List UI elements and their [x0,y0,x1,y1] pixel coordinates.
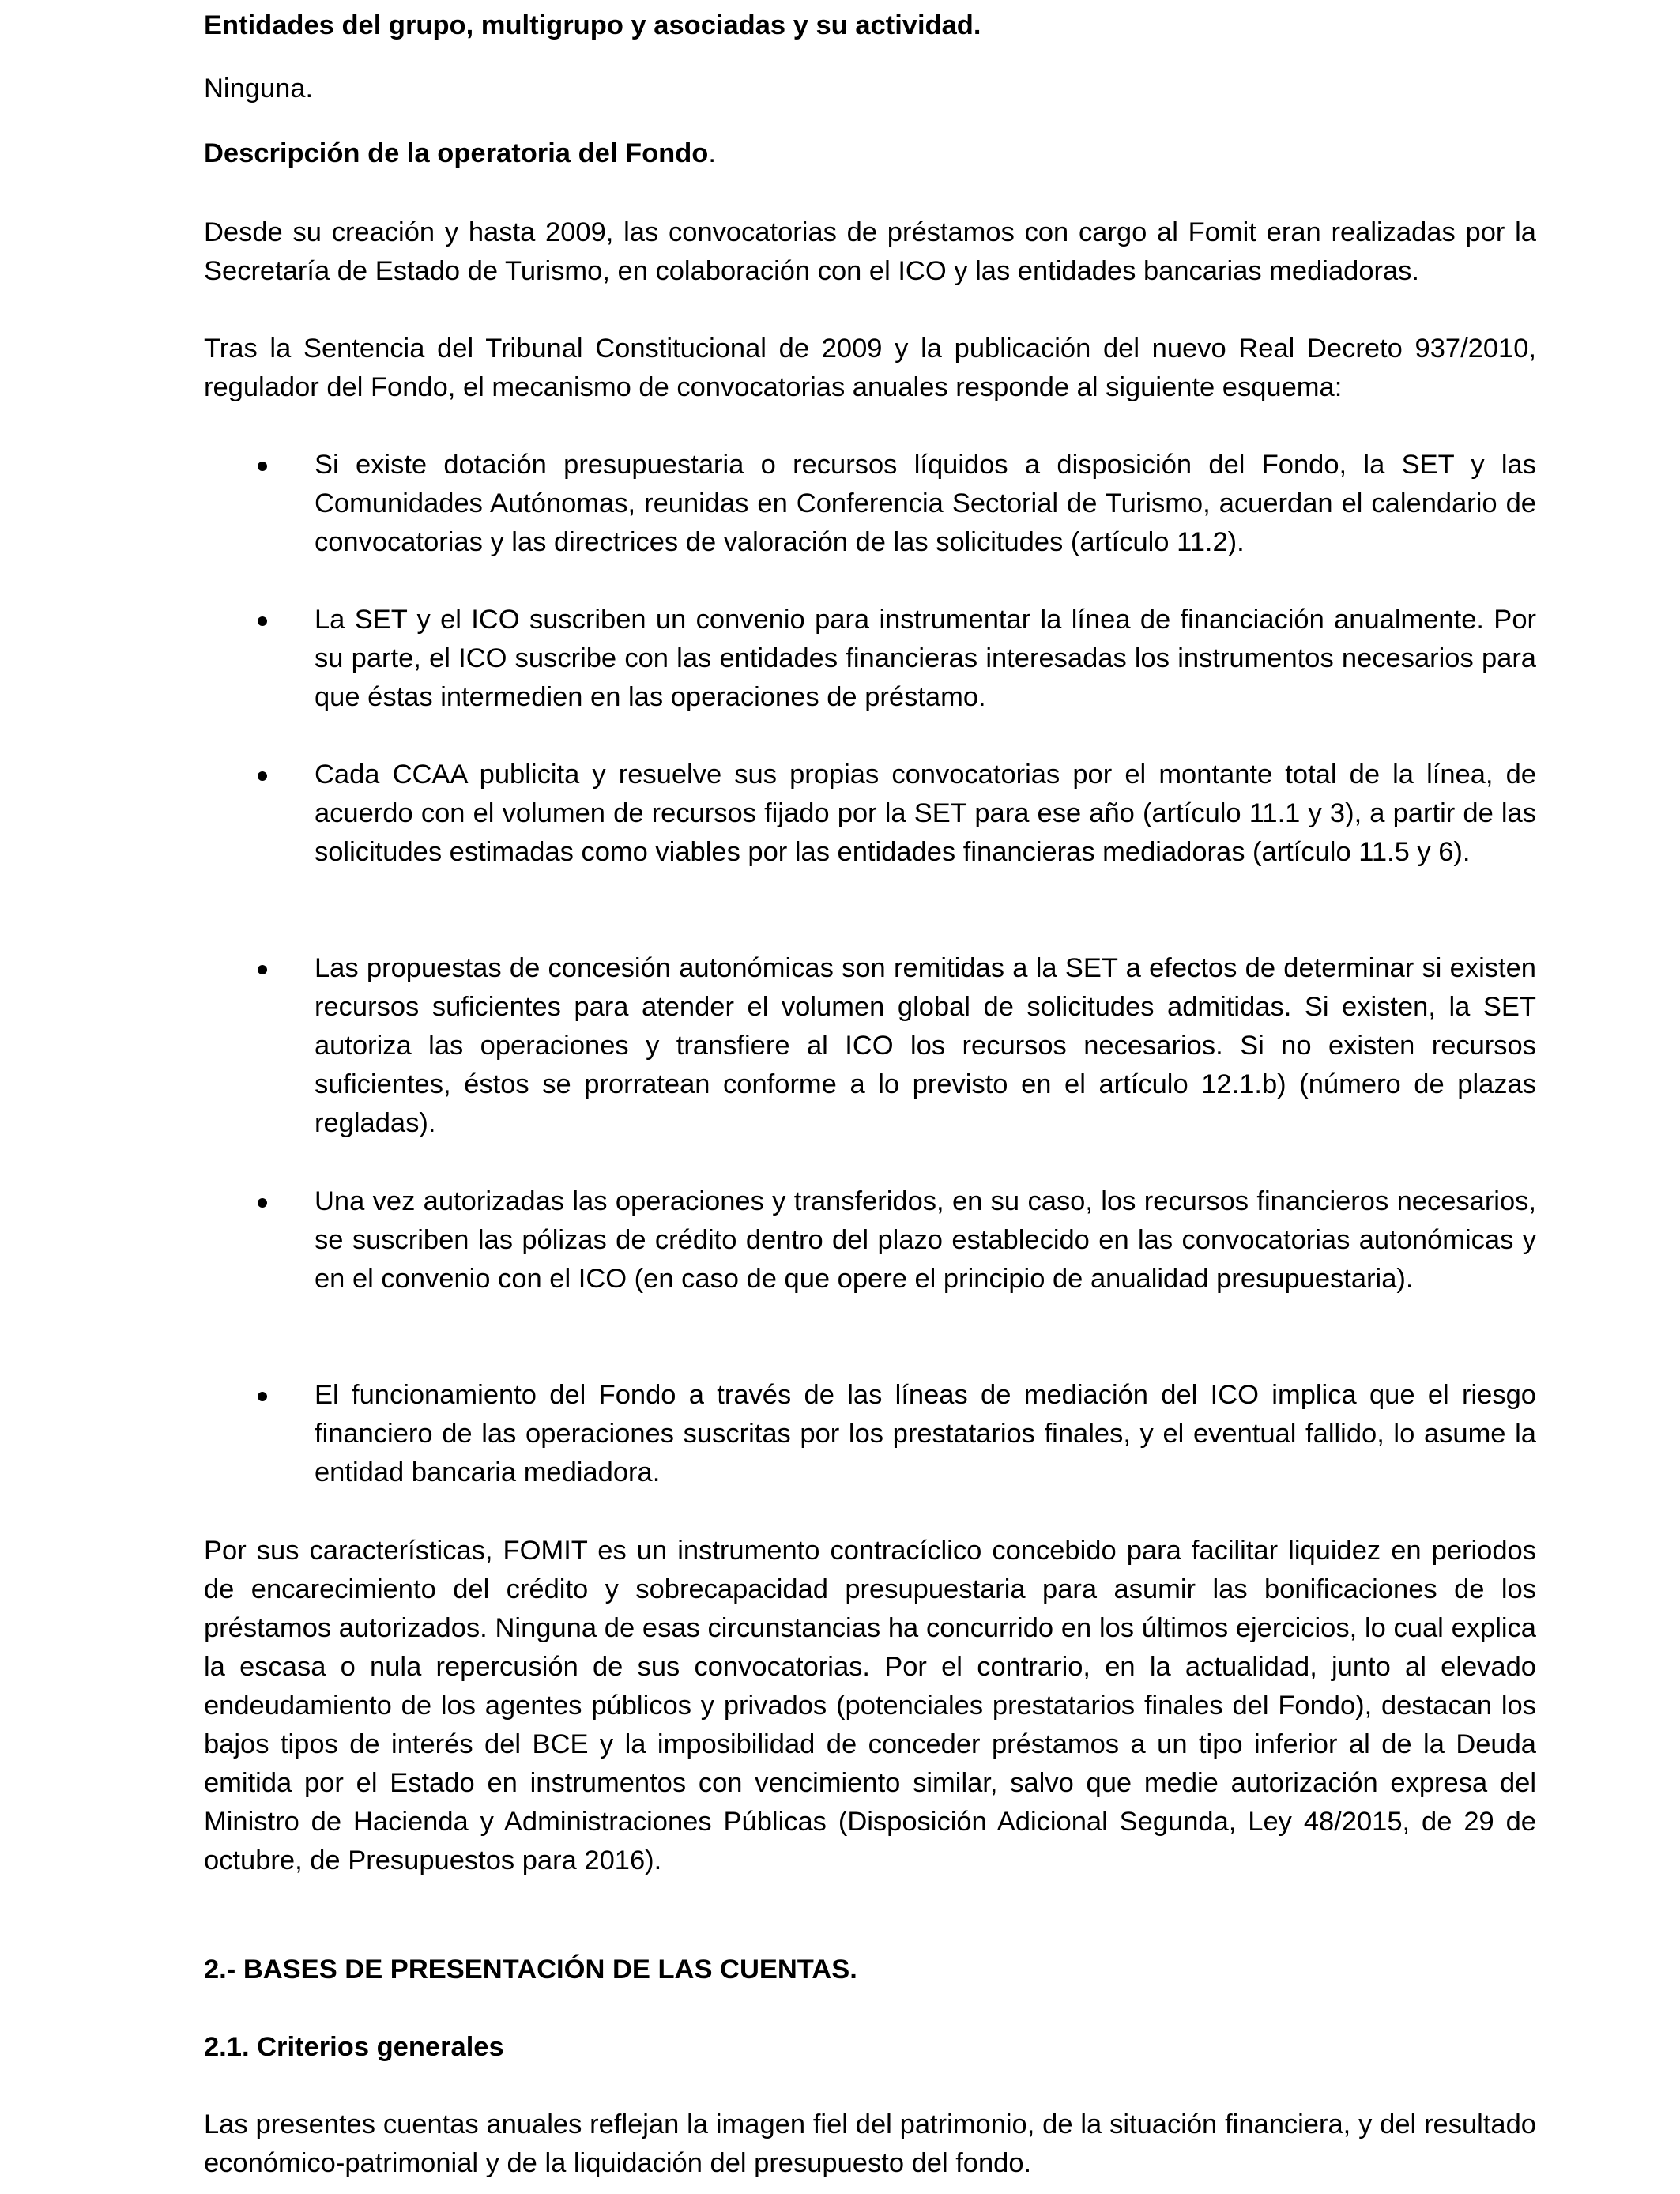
bullet-dot-icon [258,462,267,471]
paragraph-characteristics: Por sus características, FOMIT es un instrumento contracíclico concebido para facilitar liquidez en periodos de encarecimiento del crédito y sobrecapacidad presupuestaria para asumir las bonificaciones de los préstamos autorizados. Ninguna de esas circunstancias ha concurrido en los últimos ejercicios, lo cual explica la escasa o nula repercusión de sus convocatorias. Por el contrario, en la actualidad, junto al elevado endeudamiento de los agentes públicos y privados (potenciales prestatarios finales del Fondo), destacan los bajos tipos de interés del BCE y la imposibilidad de conceder préstamos a un tipo inferior al de la Deuda emitida por el Estado en instrumentos con vencimiento similar, salvo que medie autorización expresa del Ministro de Hacienda y Administraciones Públicas (Disposición Adicional Segunda, Ley 48/2015, de 29 de octubre, de Presupuestos para 2016). [204,1536,1536,1875]
list-item-text: Cada CCAA publicita y resuelve sus propias convocatorias por el montante total de la línea, de acuerdo con el volumen de recursos fijado por la SET para ese año (artículo 11.1 y 3), a partir de las solicitudes estimadas como viables por las entidades financieras mediadoras (artículo 11.5 y 6). [315,760,1536,867]
bullet-dot-icon [258,616,267,626]
section-entities-title: Entidades del grupo, multigrupo y asociadas y su actividad. [204,10,981,40]
list-item-text: Una vez autorizadas las operaciones y transferidos, en su caso, los recursos financieros necesarios, se suscriben las pólizas de crédito dentro del plazo establecido en las convocatorias autonómicas y en el convenio con el ICO (en caso de que opere el principio de anualidad presupuestaria). [315,1186,1536,1294]
section-operatoria-heading [204,134,1536,173]
list-item-text: Si existe dotación presupuestaria o recursos líquidos a disposición del Fondo, la SET y las Comunidades Autónomas, reunidas en Conferencia Sectorial de Turismo, acuerdan el calendario de convocatorias y las directrices de valoración de las solicitudes (artículo 11.2). [315,450,1536,557]
section-operatoria-title-period: . [708,138,716,168]
list-item-text: La SET y el ICO suscriben un convenio para instrumentar la línea de financiación anualmente. Por su parte, el ICO suscribe con las entidades financieras interesadas los instrumentos necesarios para que éstas intermedien en las operaciones de préstamo. [315,605,1536,712]
bullet-dot-icon [258,771,267,781]
paragraph-cuentas-anuales: Las presentes cuentas anuales reflejan la imagen fiel del patrimonio, de la situación financiera, y del resultado económico-patrimonial y de la liquidación del presupuesto del fondo. [204,2109,1536,2178]
list-item-text: El funcionamiento del Fondo a través de las líneas de mediación del ICO implica que el riesgo financiero de las operaciones suscritas por los prestatarios finales, y el eventual fallido, lo asume la entidad bancaria mediadora. [315,1380,1536,1487]
paragraph-scheme-intro: Tras la Sentencia del Tribunal Constitucional de 2009 y la publicación del nuevo Real Decreto 937/2010, regulador del Fondo, el mecanismo de convocatorias anuales responde al siguiente esquema: [204,334,1536,402]
heading-criterios-generales: 2.1. Criterios generales [204,2032,504,2062]
section-entities-body: Ninguna. [204,74,314,104]
paragraph-history: Desde su creación y hasta 2009, las convocatorias de préstamos con cargo al Fomit eran realizadas por la Secretaría de Estado de Turismo, en colaboración con el ICO y las entidades bancarias mediadoras. [204,217,1536,286]
section-operatoria-title: Descripción de la operatoria del Fondo [204,138,709,168]
list-item-text: Las propuestas de concesión autonómicas son remitidas a la SET a efectos de determinar si existen recursos suficientes para atender el volumen global de solicitudes admitidas. Si existen, la SET autoriza las operaciones y transfiere al ICO los recursos necesarios. Si no existen recursos suficientes, éstos se prorratean conforme a lo previsto en el artículo 12.1.b) (número de plazas regladas). [315,953,1536,1138]
bullet-dot-icon [258,965,267,974]
bullet-dot-icon [258,1198,267,1208]
heading-bases-presentacion: 2.- BASES DE PRESENTACIÓN DE LAS CUENTAS. [204,1955,857,1985]
bullet-dot-icon [258,1392,267,1401]
